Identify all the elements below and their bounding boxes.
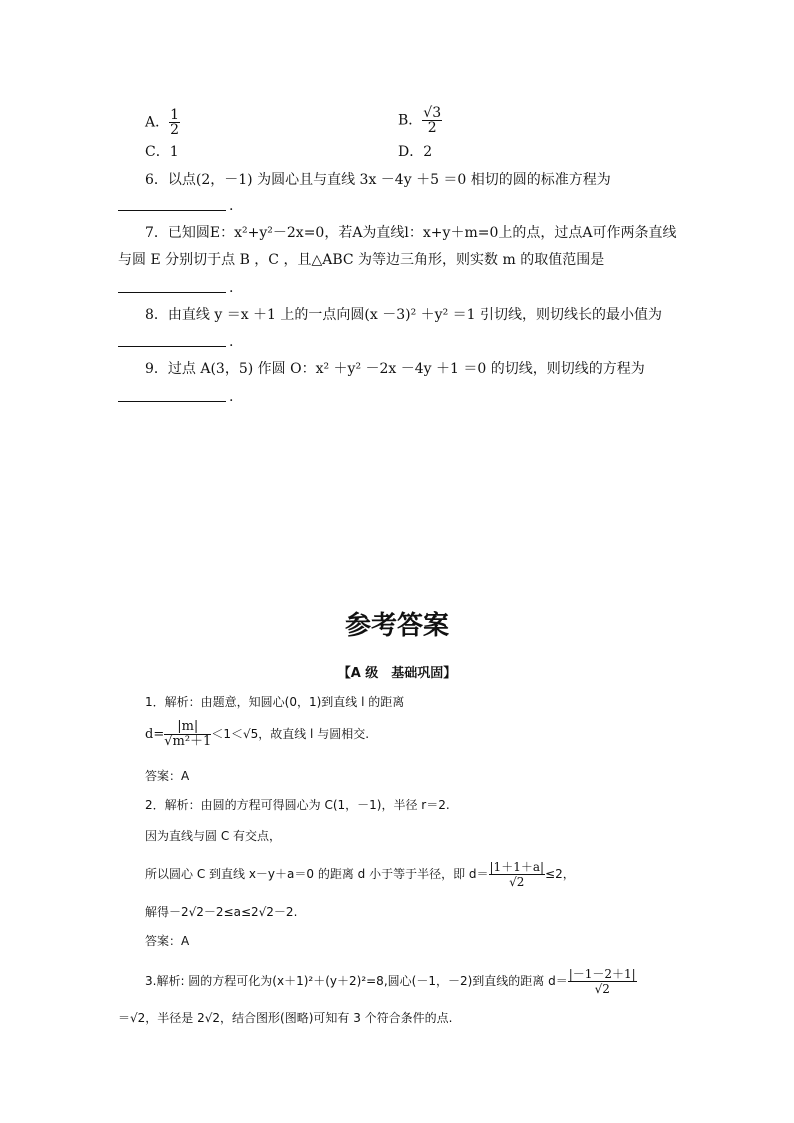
question-7-end: . (229, 280, 234, 296)
answer-blank-9 (118, 401, 226, 402)
question-6: 6．以点(2，－1) 为圆心且与直线 3x －4y ＋5 ＝0 相切的圆的标准方程为 (145, 172, 611, 188)
answer-2-fraction (489, 860, 546, 889)
option-b-fraction (422, 106, 442, 135)
answers-level-heading: 【A 级 基础巩固】 (337, 666, 457, 681)
question-8: 8．由直线 y ＝x ＋1 上的一点向圆(x －3)² ＋y² ＝1 引切线，则切线长的最小值为 (145, 307, 662, 323)
option-a (145, 108, 180, 137)
answer-blank-6 (118, 210, 226, 211)
answer-2-tail: ≤2， (545, 867, 575, 881)
answer-1-formula (145, 720, 369, 749)
answer-2-line-3 (145, 860, 575, 889)
question-9-end: . (229, 389, 234, 405)
answers-title: 参考答案 (344, 611, 449, 641)
answer-blank-7 (118, 292, 226, 293)
answer-1-den: √m²＋1 (164, 734, 212, 749)
option-b-label: B． (398, 112, 423, 129)
answer-3-line-1 (145, 967, 637, 996)
option-a-num: 1 (170, 107, 180, 123)
answer-3-line-2: ＝√2，半径是 2√2，结合图形(图略)可知有 3 个符合条件的点. (118, 1011, 453, 1025)
answer-1-num: |m| (164, 720, 211, 735)
option-b-den: 2 (427, 120, 437, 136)
answer-3-num: |－1－2＋1| (568, 967, 636, 981)
option-b (398, 106, 442, 135)
option-a-den: 2 (170, 122, 180, 138)
question-6-end: . (229, 198, 234, 214)
answer-1-d: d= (145, 727, 165, 742)
option-d: D．2 (398, 144, 433, 160)
answer-1-line-1: 1．解析：由题意，知圆心(0，1)到直线 l 的距离 (145, 695, 405, 709)
answer-blank-8 (118, 346, 226, 347)
answer-1-result: 答案：A (145, 769, 190, 783)
question-8-end: . (229, 334, 234, 350)
answer-3-fraction (568, 967, 637, 996)
answer-3-den: √2 (594, 982, 610, 996)
answer-3-line-1-text: 3.解析: 圆的方程可化为(x＋1)²＋(y＋2)²=8,圆心(－1，－2)到直线的距离 d＝ (145, 974, 568, 988)
option-c: C．1 (145, 144, 179, 160)
answer-2-line-3-text: 所以圆心 C 到直线 x－y＋a＝0 的距离 d 小于等于半径，即 d＝ (145, 867, 489, 881)
answer-2-result: 答案：A (145, 934, 190, 948)
answer-2-den: √2 (509, 875, 525, 889)
option-a-label: A． (145, 114, 170, 131)
answer-2-line-4: 解得－2√2－2≤a≤2√2－2. (145, 905, 298, 919)
answer-1-rest: ＜1＜√5，故直线 l 与圆相交. (211, 727, 370, 741)
question-9: 9．过点 A(3，5) 作圆 O：x² ＋y² －2x －4y ＋1 ＝0 的切线，则切线的方程为 (145, 361, 645, 377)
answer-2-line-2: 因为直线与圆 C 有交点， (145, 829, 282, 843)
answer-1-fraction (164, 720, 211, 749)
option-a-fraction (169, 108, 180, 137)
answer-2-num: |1＋1＋a| (489, 860, 545, 874)
option-b-num: √3 (423, 105, 442, 121)
question-7-line-1: 7．已知圆E：x²+y²－2x=0，若A为直线l：x+y＋m=0上的点，过点A可作两条直线 (145, 225, 677, 241)
question-7-line-2: 与圆 E 分别切于点 B ，C ，且△ABC 为等边三角形，则实数 m 的取值范围是 (118, 252, 605, 268)
answer-2-line-1: 2．解析：由圆的方程可得圆心为 C(1，－1)，半径 r＝2. (145, 798, 450, 812)
